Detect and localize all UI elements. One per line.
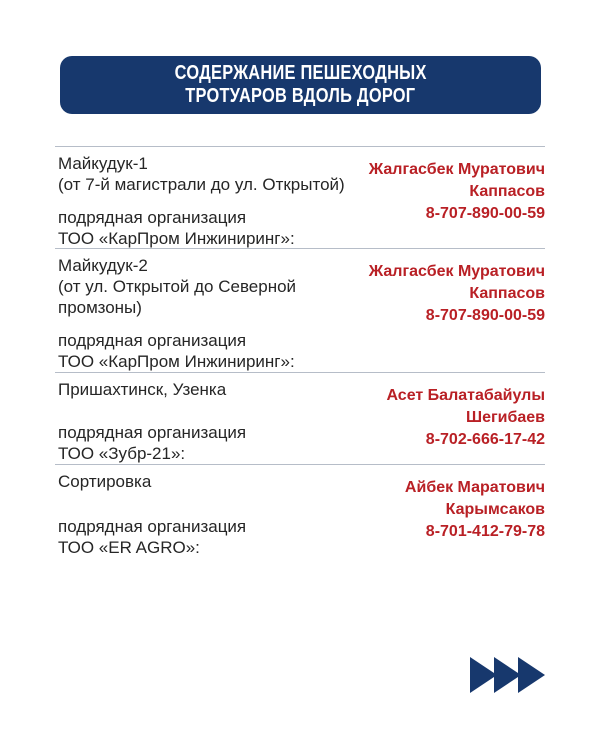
contractor-block: [58, 330, 296, 372]
contact-name-line2: Каппасов: [469, 285, 545, 302]
contractor-company: ТОО «КарПром Инжиниринг»:: [58, 352, 295, 371]
district-range: (от 7-й магистрали до ул. Открытой): [58, 175, 345, 194]
contact-name-line1: Жалгасбек Муратович: [368, 263, 545, 280]
section-sortirovka: [55, 464, 545, 558]
right-arrow-icon: [494, 657, 521, 693]
contact-name-line1: Асет Балатабайулы: [386, 387, 545, 404]
district-range-cont: промзоны): [58, 298, 142, 317]
contractor-company: ТОО «КарПром Инжиниринг»:: [58, 229, 295, 248]
contractor-company: ТОО «Зубр-21»:: [58, 444, 186, 463]
triple-right-arrows-icon: [470, 657, 545, 693]
page-title-line2: ТРОТУАРОВ ВДОЛЬ ДОРОГ: [185, 85, 416, 107]
contractor-block: [58, 516, 246, 558]
district-name: Майкудук-2: [58, 256, 148, 275]
section-left-column: [55, 255, 296, 372]
contact-name-line2: Шегибаев: [466, 409, 545, 426]
contact-block: [405, 471, 545, 558]
header-banner: [60, 56, 541, 114]
contact-phone: 8-707-890-00-59: [425, 205, 545, 222]
section-left-column: [55, 471, 246, 558]
district-name: Сортировка: [58, 472, 152, 491]
right-arrow-icon: [518, 657, 545, 693]
contractor-label: подрядная организация: [58, 423, 247, 442]
contact-block: [369, 255, 545, 372]
contact-phone: 8-702-666-17-42: [425, 431, 545, 448]
right-arrow-icon: [470, 657, 497, 693]
contractor-label: подрядная организация: [58, 331, 247, 350]
section-left-column: [55, 379, 246, 464]
contractor-company: ТОО «ER AGRO»:: [58, 538, 200, 557]
section-maikuduk-2: [55, 248, 545, 372]
contact-name-line1: Айбек Маратович: [404, 479, 545, 496]
district-name: Майкудук-1: [58, 154, 148, 173]
section-maikuduk-1: [55, 146, 545, 248]
contact-block: [386, 379, 545, 464]
section-left-column: [55, 153, 345, 248]
contractor-block: [58, 422, 246, 464]
contact-block: [369, 153, 545, 248]
contractor-label: подрядная организация: [58, 517, 247, 536]
section-prishakhtinsk-uzenka: [55, 372, 545, 464]
sections-list: [55, 146, 545, 558]
contact-phone: 8-701-412-79-78: [425, 523, 545, 540]
contractor-block: [58, 207, 345, 249]
district-range: (от ул. Открытой до Северной: [58, 277, 297, 296]
contact-name-line1: Жалгасбек Муратович: [368, 161, 545, 178]
district-name: Пришахтинск, Узенка: [58, 380, 227, 399]
contact-phone: 8-707-890-00-59: [425, 307, 545, 324]
contact-name-line2: Каппасов: [469, 183, 545, 200]
contractor-label: подрядная организация: [58, 208, 247, 227]
page-title-line1: СОДЕРЖАНИЕ ПЕШЕХОДНЫХ: [174, 62, 427, 84]
contact-name-line2: Карымсаков: [445, 501, 545, 518]
